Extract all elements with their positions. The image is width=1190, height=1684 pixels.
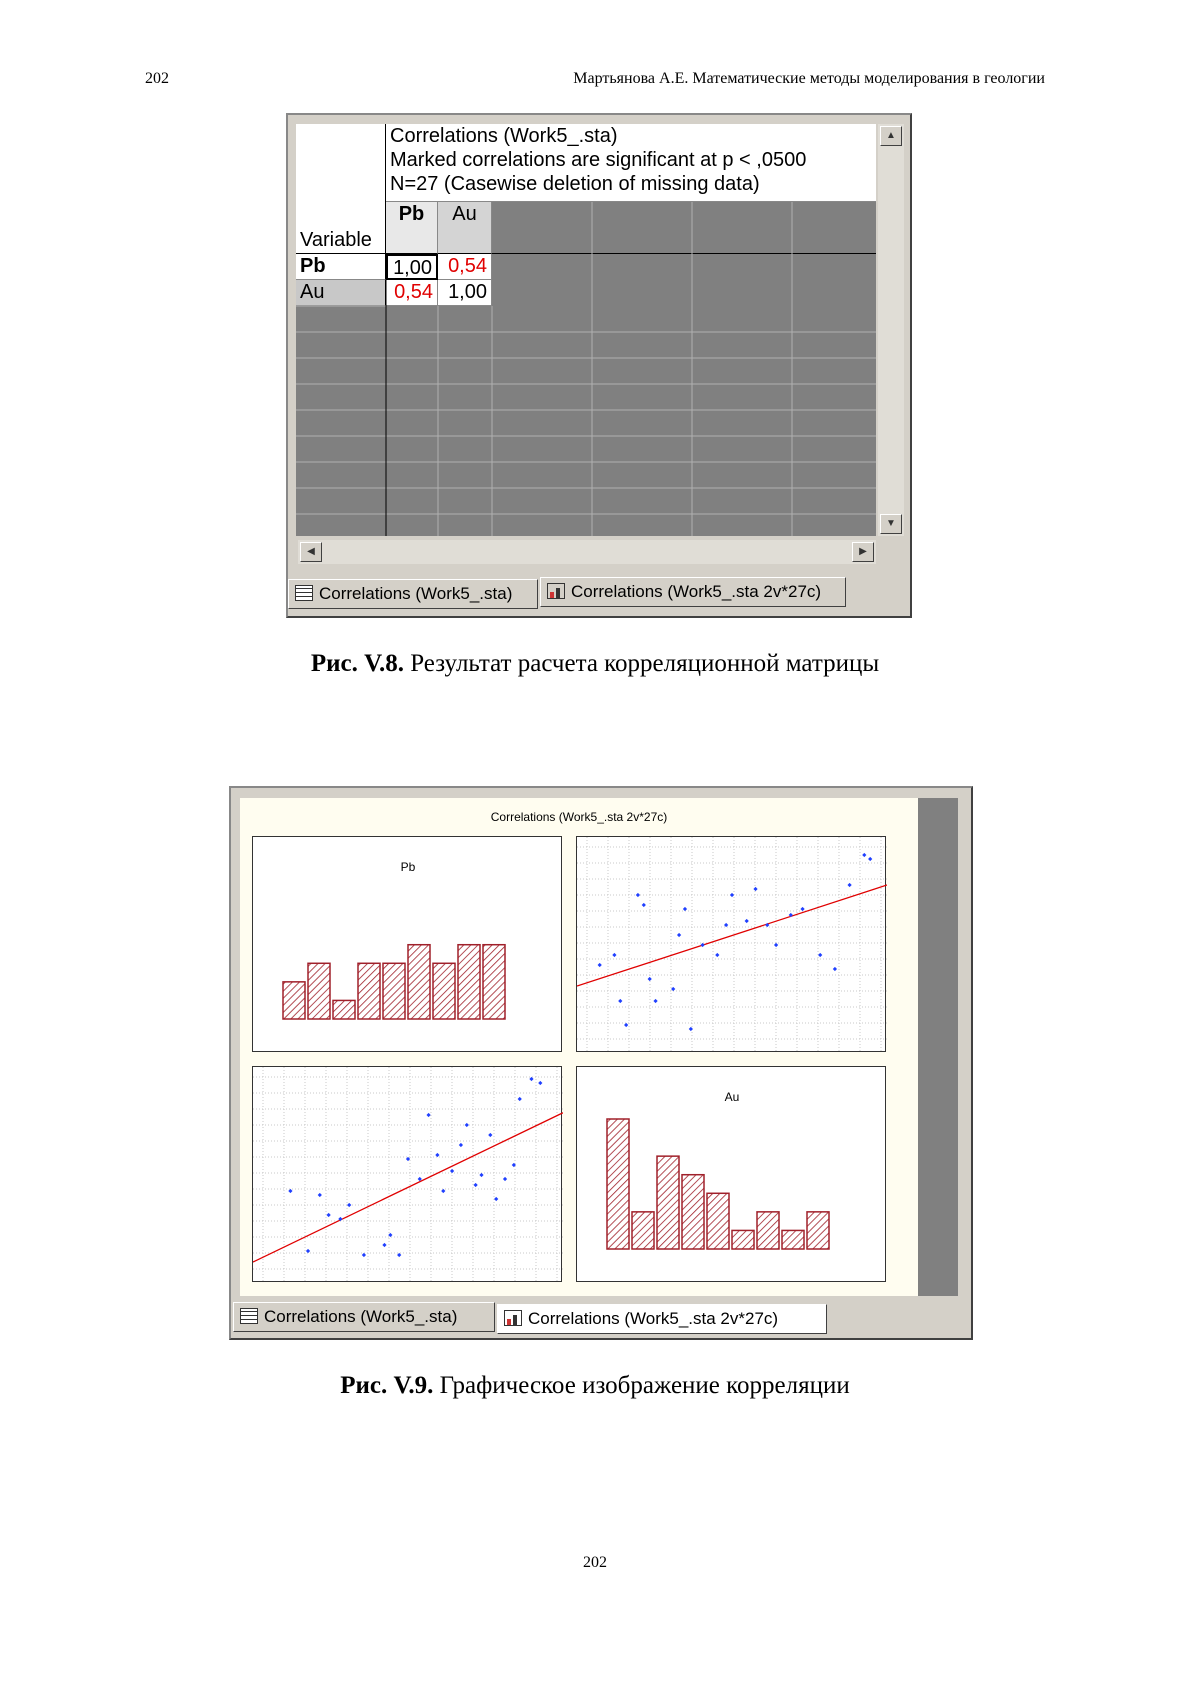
- histogram-bar: [682, 1175, 704, 1249]
- tab-correlations-sheet-2[interactable]: Correlations (Work5_.sta): [233, 1302, 495, 1332]
- regression-line: [253, 1113, 563, 1262]
- scatter-point: [800, 907, 804, 911]
- scatter-point: [774, 943, 778, 947]
- scatter-point: [318, 1193, 322, 1197]
- row-header-au[interactable]: Au: [296, 280, 386, 306]
- scatter-point: [612, 953, 616, 957]
- correlations-graph-window: [229, 786, 973, 1340]
- scatter-point: [494, 1197, 498, 1201]
- scatter-point: [288, 1189, 292, 1193]
- scatter-point: [382, 1243, 386, 1247]
- scatter-point: [479, 1173, 483, 1177]
- scatter-point: [618, 999, 622, 1003]
- cell-pb-pb[interactable]: 1,00: [386, 254, 438, 280]
- histogram-bar: [383, 963, 405, 1019]
- footer-page-number: 202: [583, 1554, 607, 1571]
- variable-corner-label: Variable: [300, 229, 372, 251]
- histogram-bar: [707, 1193, 729, 1249]
- scatter-point: [473, 1183, 477, 1187]
- scatter-point: [715, 953, 719, 957]
- scatter-point: [465, 1123, 469, 1127]
- histogram-bar: [483, 945, 505, 1019]
- graph-panel: [240, 798, 958, 1296]
- histogram-pb: [252, 836, 562, 1052]
- scatter-point: [689, 1027, 693, 1031]
- scatter-point: [388, 1233, 392, 1237]
- scatter-point: [730, 893, 734, 897]
- histogram-bar: [807, 1212, 829, 1249]
- figure-caption-v9: Рис. V.9. Графическое изображение корреляции: [340, 1372, 850, 1399]
- scatter-au-pb: [252, 1066, 562, 1282]
- running-header: Мартьянова А.Е. Математические методы моделирования в геологии: [573, 70, 1045, 87]
- histogram-bar: [632, 1212, 654, 1249]
- scatter-point: [677, 933, 681, 937]
- histogram-bar: [607, 1119, 629, 1249]
- scatter-point: [488, 1133, 492, 1137]
- scroll-left-button[interactable]: ◀: [300, 542, 322, 562]
- row-header-pb[interactable]: Pb: [296, 254, 386, 280]
- scroll-right-button[interactable]: ▶: [852, 542, 874, 562]
- scatter-point: [624, 1023, 628, 1027]
- scatter-point: [362, 1253, 366, 1257]
- scatter-point: [538, 1081, 542, 1085]
- scatter-point: [847, 883, 851, 887]
- scatter-point: [459, 1143, 463, 1147]
- graph-icon: [504, 1310, 522, 1326]
- sheet-title: Correlations (Work5_.sta) Marked correlations are significant at p < ,0500 N=27 (Casewise deletion of missing data): [386, 124, 876, 202]
- scatter-point: [724, 923, 728, 927]
- scatter-point: [700, 943, 704, 947]
- scatter-point: [671, 987, 675, 991]
- histogram-bar: [657, 1156, 679, 1249]
- histogram-bar: [308, 963, 330, 1019]
- cell-au-pb[interactable]: 0,54: [386, 280, 438, 306]
- column-header-pb[interactable]: Pb: [386, 202, 438, 254]
- histogram-bar: [283, 982, 305, 1019]
- scatter-point: [753, 887, 757, 891]
- scatter-point: [818, 953, 822, 957]
- histogram-au: [576, 1066, 886, 1282]
- correlations-spreadsheet-window: [286, 113, 912, 618]
- tab-correlations-graph-2[interactable]: Correlations (Work5_.sta 2v*27c): [497, 1304, 827, 1334]
- histogram-bar: [333, 1000, 355, 1019]
- scatter-point: [745, 919, 749, 923]
- scatter-point: [518, 1097, 522, 1101]
- horizontal-scrollbar[interactable]: [298, 540, 876, 564]
- spreadsheet-icon: [240, 1308, 258, 1324]
- histogram-bar: [458, 945, 480, 1019]
- scatter-point: [435, 1153, 439, 1157]
- scatter-point: [833, 967, 837, 971]
- scatter-point: [636, 893, 640, 897]
- scatter-point: [598, 963, 602, 967]
- scatter-pb-au: [576, 836, 886, 1052]
- scatter-point: [529, 1077, 533, 1081]
- cell-pb-au[interactable]: 0,54: [438, 254, 492, 280]
- tab-correlations-graph[interactable]: Correlations (Work5_.sta 2v*27c): [540, 577, 846, 607]
- cell-au-au[interactable]: 1,00: [438, 280, 492, 306]
- scatter-point: [347, 1203, 351, 1207]
- scatter-point: [503, 1177, 507, 1181]
- scatter-point: [450, 1169, 454, 1173]
- histogram-bar: [408, 945, 430, 1019]
- scatter-point: [862, 853, 866, 857]
- spreadsheet-icon: [295, 585, 313, 601]
- histogram-bar: [757, 1212, 779, 1249]
- scatter-point: [683, 907, 687, 911]
- header-page-number: 202: [145, 70, 169, 87]
- graph-title: Correlations (Work5_.sta 2v*27c): [490, 810, 668, 824]
- graph-icon: [547, 583, 565, 599]
- scatter-point: [868, 857, 872, 861]
- histogram-bar: [358, 963, 380, 1019]
- scatter-point: [653, 999, 657, 1003]
- regression-line: [577, 885, 887, 986]
- column-header-au[interactable]: Au: [438, 202, 492, 254]
- scroll-up-button[interactable]: ▲: [880, 126, 902, 146]
- vertical-scrollbar[interactable]: [878, 124, 904, 536]
- histogram-title: Pb: [400, 860, 416, 874]
- sheet-grid: [296, 124, 876, 536]
- scatter-point: [441, 1189, 445, 1193]
- histogram-title: Au: [724, 1090, 740, 1104]
- tab-correlations-sheet[interactable]: Correlations (Work5_.sta): [288, 579, 538, 609]
- scatter-point: [426, 1113, 430, 1117]
- histogram-bar: [732, 1230, 754, 1249]
- scatter-point: [648, 977, 652, 981]
- scatter-point: [397, 1253, 401, 1257]
- scatter-point: [406, 1157, 410, 1161]
- histogram-bar: [782, 1230, 804, 1249]
- histogram-bar: [433, 963, 455, 1019]
- scatter-point: [642, 903, 646, 907]
- scatter-point: [326, 1213, 330, 1217]
- scroll-down-button[interactable]: ▼: [880, 514, 902, 534]
- figure-caption-v8: Рис. V.8. Результат расчета корреляционной матрицы: [310, 650, 880, 677]
- correlation-spreadsheet: [296, 124, 876, 536]
- scatter-point: [306, 1249, 310, 1253]
